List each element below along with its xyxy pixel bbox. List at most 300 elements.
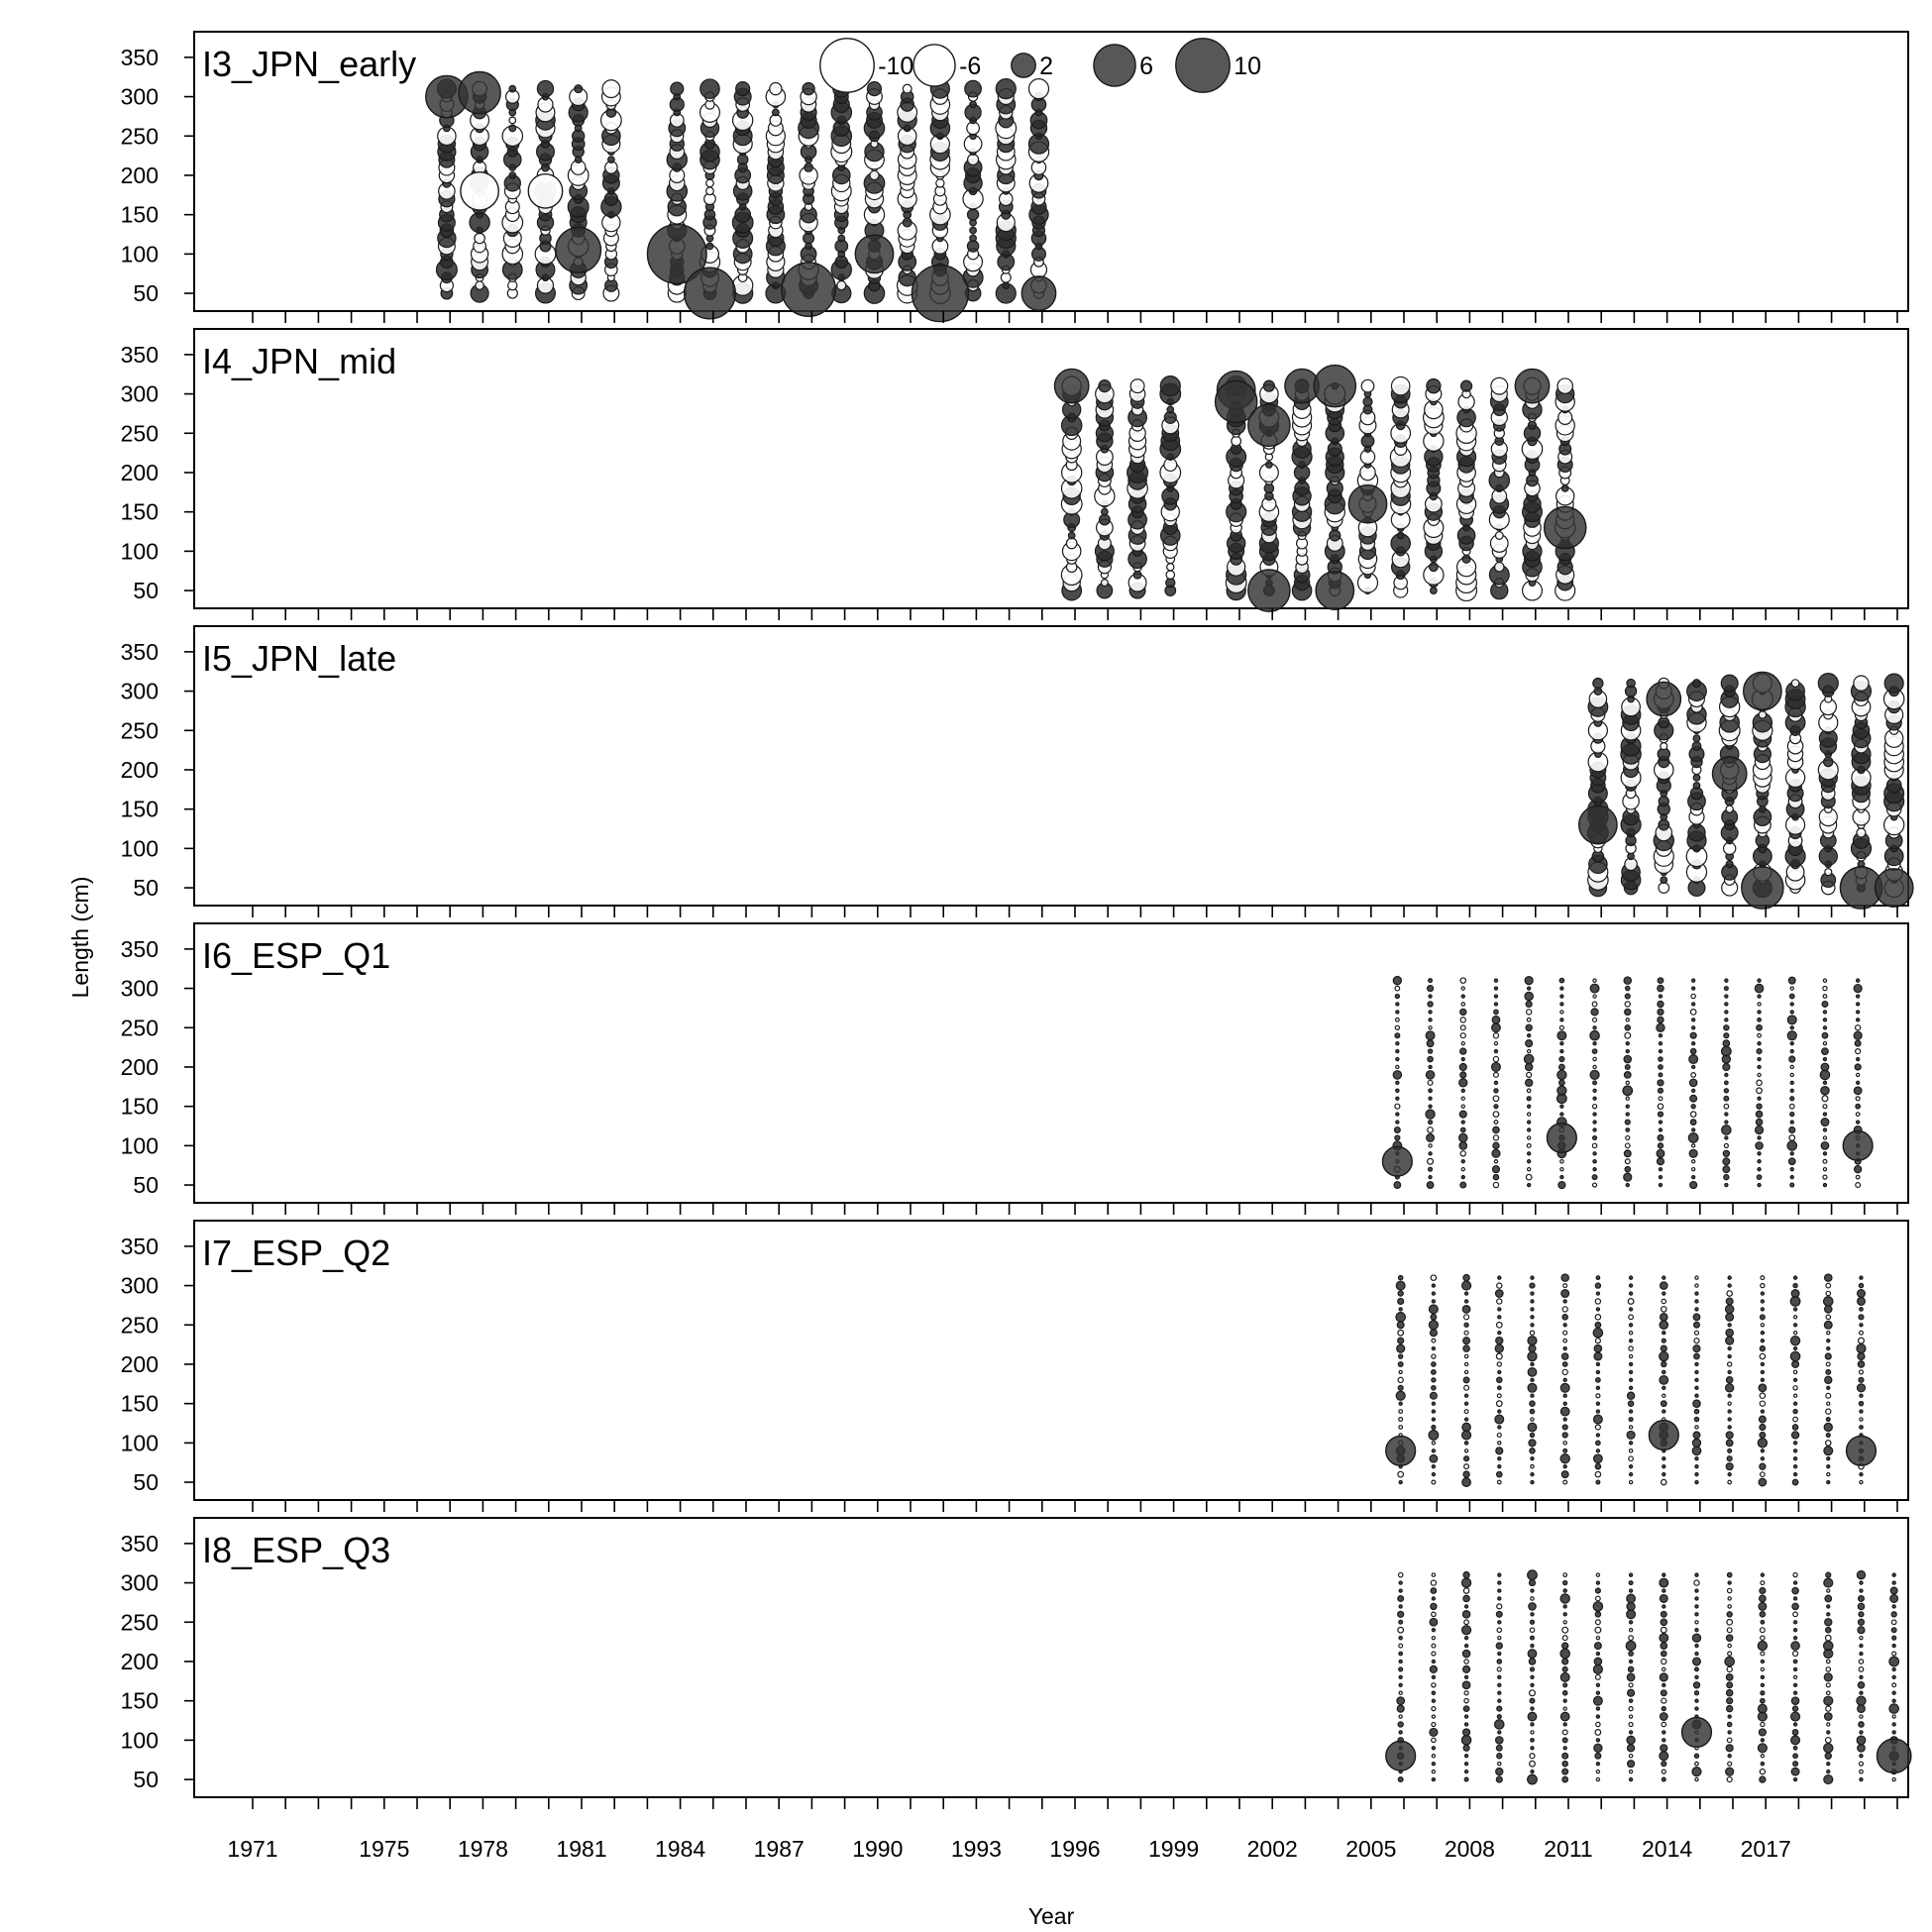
residual-bubble bbox=[1592, 1175, 1597, 1180]
residual-bubble bbox=[1492, 1023, 1501, 1032]
residual-bubble bbox=[1761, 1472, 1766, 1477]
residual-bubble bbox=[1858, 1361, 1864, 1367]
residual-bubble bbox=[1428, 1049, 1432, 1053]
residual-bubble bbox=[1727, 1722, 1731, 1726]
residual-bubble bbox=[1432, 1362, 1436, 1366]
residual-bubble bbox=[1761, 1581, 1765, 1585]
residual-bubble bbox=[1892, 1699, 1895, 1702]
residual-bubble bbox=[1429, 1144, 1432, 1147]
residual-bubble bbox=[1396, 1313, 1405, 1322]
residual-bubble bbox=[1460, 1072, 1466, 1078]
residual-bubble bbox=[1860, 1394, 1863, 1397]
residual-bubble bbox=[1166, 571, 1174, 579]
residual-bubble bbox=[1593, 1026, 1596, 1029]
residual-bubble bbox=[1858, 1353, 1865, 1360]
residual-bubble bbox=[1692, 1089, 1695, 1092]
y-tick-label: 350 bbox=[120, 1530, 159, 1556]
residual-bubble bbox=[1395, 986, 1400, 991]
residual-bubble bbox=[1726, 1440, 1733, 1447]
residual-bubble bbox=[1461, 1105, 1464, 1108]
residual-bubble bbox=[1596, 1362, 1599, 1365]
residual-bubble bbox=[1530, 1690, 1536, 1696]
residual-bubble bbox=[1695, 1308, 1698, 1311]
residual-bubble bbox=[1393, 1071, 1401, 1079]
residual-bubble bbox=[770, 83, 782, 95]
residual-bubble bbox=[1725, 1305, 1733, 1313]
residual-bubble bbox=[1562, 1666, 1567, 1671]
residual-bubble bbox=[1695, 1644, 1698, 1647]
residual-bubble bbox=[1460, 1025, 1465, 1030]
residual-bubble bbox=[1397, 532, 1404, 539]
residual-bubble bbox=[1758, 1183, 1761, 1186]
residual-bubble bbox=[1892, 1691, 1895, 1694]
residual-bubble bbox=[1101, 580, 1108, 587]
residual-bubble bbox=[1626, 1019, 1629, 1021]
residual-bubble bbox=[1531, 1597, 1534, 1600]
y-tick-label: 300 bbox=[120, 678, 159, 704]
residual-bubble bbox=[1761, 1378, 1764, 1381]
residual-bubble bbox=[1497, 1471, 1502, 1476]
residual-bubble bbox=[1661, 1745, 1667, 1752]
residual-bubble bbox=[1659, 797, 1668, 806]
y-tick-label: 200 bbox=[120, 459, 159, 485]
residual-bubble bbox=[737, 155, 747, 164]
residual-bubble bbox=[1827, 1465, 1830, 1468]
residual-bubble bbox=[1531, 1613, 1534, 1616]
residual-bubble bbox=[1761, 1308, 1764, 1311]
residual-bubble bbox=[1788, 1158, 1795, 1165]
residual-bubble bbox=[1857, 1571, 1865, 1579]
panels bbox=[121, 32, 1913, 1809]
residual-bubble bbox=[1760, 1353, 1765, 1358]
residual-bubble bbox=[1892, 1675, 1895, 1678]
residual-bubble bbox=[1791, 680, 1799, 688]
residual-bubble bbox=[1854, 1031, 1862, 1039]
residual-bubble bbox=[1663, 1683, 1665, 1686]
residual-bubble bbox=[1530, 1754, 1535, 1759]
residual-bubble bbox=[1860, 1410, 1863, 1413]
y-tick-label: 250 bbox=[120, 1312, 159, 1339]
residual-bubble bbox=[1823, 1183, 1826, 1186]
residual-bubble bbox=[1596, 1276, 1600, 1280]
residual-bubble bbox=[1728, 1354, 1731, 1357]
residual-bubble bbox=[1860, 1777, 1863, 1780]
residual-bubble-large bbox=[1875, 869, 1912, 907]
residual-bubble bbox=[803, 83, 814, 95]
residual-bubble bbox=[1463, 1665, 1470, 1672]
residual-bubble bbox=[1629, 1473, 1632, 1476]
residual-bubble bbox=[1759, 1602, 1767, 1610]
y-tick-label: 100 bbox=[120, 538, 159, 565]
residual-bubble bbox=[1689, 1079, 1696, 1086]
residual-bubble bbox=[1398, 1385, 1403, 1390]
residual-bubble bbox=[1628, 1299, 1634, 1305]
residual-bubble bbox=[1461, 1097, 1464, 1100]
residual-bubble bbox=[1462, 1423, 1470, 1431]
residual-bubble bbox=[1594, 1344, 1601, 1351]
residual-bubble bbox=[1498, 1699, 1501, 1702]
residual-bubble bbox=[1629, 1683, 1633, 1687]
residual-bubble bbox=[1495, 563, 1504, 572]
residual-bubble bbox=[1432, 1402, 1435, 1405]
residual-bubble bbox=[1860, 1426, 1864, 1430]
residual-bubble bbox=[1725, 1183, 1728, 1186]
y-tick-label: 200 bbox=[120, 161, 159, 188]
residual-bubble bbox=[1760, 1588, 1766, 1594]
residual-bubble bbox=[1727, 1612, 1732, 1617]
residual-bubble bbox=[1528, 1368, 1537, 1377]
x-tick-label: 1987 bbox=[753, 1836, 805, 1862]
residual-bubble bbox=[1724, 1089, 1728, 1093]
residual-bubble bbox=[1758, 1744, 1767, 1753]
residual-bubble bbox=[1859, 1722, 1864, 1727]
residual-bubble bbox=[1595, 1612, 1600, 1617]
residual-bubble bbox=[1823, 1152, 1826, 1155]
residual-bubble bbox=[1727, 1619, 1733, 1625]
residual-bubble bbox=[1396, 1049, 1399, 1052]
residual-bubble bbox=[1859, 1612, 1864, 1617]
residual-bubble bbox=[1793, 1777, 1796, 1780]
residual-bubble bbox=[1432, 1292, 1435, 1295]
residual-bubble bbox=[1629, 1456, 1634, 1461]
residual-bubble bbox=[1659, 1168, 1662, 1171]
residual-bubble bbox=[1890, 1595, 1898, 1603]
residual-bubble bbox=[1692, 1128, 1695, 1131]
residual-bubble bbox=[1823, 1026, 1826, 1029]
residual-bubble bbox=[1826, 1418, 1830, 1422]
residual-bubble bbox=[1432, 1418, 1435, 1421]
residual-bubble bbox=[1725, 979, 1728, 982]
residual-bubble bbox=[1596, 1386, 1599, 1389]
panel-frame bbox=[194, 923, 1908, 1203]
residual-bubble bbox=[1432, 1410, 1435, 1413]
residual-bubble bbox=[1399, 1731, 1402, 1734]
residual-bubble bbox=[1563, 1613, 1566, 1616]
residual-bubble bbox=[1462, 1478, 1471, 1487]
residual-bubble bbox=[1562, 1761, 1567, 1766]
residual-bubble bbox=[1498, 1426, 1501, 1429]
residual-bubble bbox=[1724, 1033, 1729, 1038]
residual-bubble bbox=[1658, 1088, 1663, 1093]
y-tick-label: 350 bbox=[120, 1233, 159, 1259]
residual-bubble bbox=[1429, 1019, 1432, 1021]
residual-bubble bbox=[1892, 1715, 1895, 1718]
residual-bubble bbox=[1660, 1752, 1668, 1761]
residual-bubble bbox=[1596, 1441, 1601, 1446]
residual-bubble bbox=[1398, 1572, 1402, 1576]
residual-bubble bbox=[1793, 1316, 1796, 1319]
residual-bubble bbox=[1694, 1417, 1698, 1421]
residual-bubble bbox=[1594, 1454, 1603, 1463]
residual-bubble bbox=[1659, 883, 1669, 894]
residual-bubble bbox=[1694, 1322, 1700, 1328]
residual-bubble bbox=[1727, 1456, 1732, 1461]
residual-bubble bbox=[1530, 1283, 1535, 1288]
residual-bubble bbox=[1464, 1644, 1467, 1647]
residual-bubble bbox=[1892, 1605, 1895, 1608]
residual-bubble bbox=[1723, 1166, 1730, 1173]
residual-bubble bbox=[1460, 1151, 1465, 1156]
legend-bubble bbox=[1012, 54, 1035, 77]
residual-bubble bbox=[1432, 1473, 1435, 1476]
residual-bubble bbox=[1562, 1730, 1567, 1735]
residual-bubble bbox=[1525, 992, 1533, 1000]
residual-bubble bbox=[1760, 1770, 1765, 1774]
residual-bubble bbox=[1693, 1432, 1700, 1439]
residual-bubble bbox=[1563, 1442, 1566, 1445]
residual-bubble bbox=[1758, 1168, 1761, 1171]
residual-bubble bbox=[1793, 1473, 1796, 1476]
residual-bubble bbox=[1432, 1354, 1436, 1358]
residual-bubble bbox=[1432, 1755, 1435, 1758]
residual-bubble bbox=[1624, 1150, 1631, 1157]
residual-bubble bbox=[1530, 1698, 1535, 1703]
residual-bubble bbox=[1561, 1290, 1569, 1298]
residual-bubble bbox=[1563, 1284, 1567, 1288]
residual-bubble bbox=[1626, 1113, 1629, 1116]
residual-bubble bbox=[1793, 1691, 1796, 1694]
panel-I5_JPN_late bbox=[121, 626, 1913, 917]
residual-bubble bbox=[1725, 1019, 1728, 1021]
residual-bubble bbox=[1823, 986, 1827, 990]
residual-bubble bbox=[1432, 1284, 1435, 1287]
residual-bubble bbox=[1824, 1297, 1833, 1306]
residual-bubble bbox=[1626, 1105, 1629, 1108]
residual-bubble bbox=[1432, 1644, 1436, 1648]
residual-bubble bbox=[1818, 674, 1838, 694]
residual-bubble bbox=[1629, 1699, 1632, 1702]
residual-bubble bbox=[1858, 1603, 1864, 1609]
residual-bubble bbox=[1562, 1433, 1567, 1438]
residual-bubble bbox=[1854, 1087, 1862, 1095]
residual-bubble bbox=[1432, 1747, 1435, 1750]
residual-bubble bbox=[1692, 1003, 1695, 1006]
residual-bubble bbox=[1531, 1731, 1534, 1734]
residual-bubble bbox=[1827, 1723, 1830, 1726]
residual-bubble bbox=[1857, 1121, 1860, 1124]
residual-bubble bbox=[870, 170, 879, 179]
residual-bubble bbox=[1431, 1603, 1437, 1609]
residual-bubble bbox=[967, 241, 978, 252]
residual-bubble bbox=[1825, 1376, 1832, 1383]
y-tick-label: 100 bbox=[120, 1430, 159, 1456]
residual-bubble bbox=[1659, 1176, 1662, 1179]
residual-bubble bbox=[1461, 1176, 1464, 1179]
residual-bubble bbox=[1757, 1049, 1762, 1054]
residual-bubble bbox=[1728, 1362, 1732, 1366]
residual-bubble bbox=[1793, 1637, 1796, 1640]
residual-bubble bbox=[1856, 1025, 1861, 1030]
residual-bubble bbox=[1761, 1660, 1764, 1663]
residual-bubble bbox=[1663, 1276, 1665, 1279]
residual-bubble bbox=[1560, 1003, 1563, 1006]
residual-bubble bbox=[1464, 1315, 1469, 1320]
residual-bubble bbox=[1663, 1410, 1665, 1413]
residual-bubble bbox=[1428, 1080, 1433, 1085]
residual-bubble bbox=[1790, 1121, 1793, 1124]
residual-bubble bbox=[1823, 1105, 1827, 1109]
residual-bubble bbox=[1432, 1378, 1436, 1382]
residual-bubble bbox=[1430, 1330, 1437, 1337]
residual-bubble bbox=[1827, 1589, 1830, 1592]
residual-bubble bbox=[1761, 1675, 1764, 1678]
residual-bubble bbox=[1462, 1681, 1470, 1689]
residual-bubble bbox=[1432, 1629, 1435, 1632]
residual-bubble bbox=[1858, 1682, 1864, 1688]
residual-bubble bbox=[1627, 1431, 1635, 1439]
residual-bubble bbox=[1728, 1324, 1731, 1327]
residual-bubble bbox=[1528, 1168, 1531, 1171]
residual-bubble bbox=[1793, 1573, 1797, 1577]
residual-bubble bbox=[1398, 1330, 1404, 1336]
residual-bubble bbox=[1398, 1298, 1404, 1304]
residual-bubble bbox=[1399, 1691, 1402, 1694]
residual-bubble bbox=[706, 187, 714, 195]
residual-bubble bbox=[1693, 1314, 1700, 1321]
panel-title: I8_ESP_Q3 bbox=[202, 1530, 391, 1570]
residual-bubble bbox=[1892, 1581, 1895, 1584]
residual-bubble bbox=[1562, 1691, 1566, 1695]
residual-bubble bbox=[1398, 1611, 1404, 1617]
y-tick-label: 100 bbox=[120, 1727, 159, 1754]
y-tick-label: 250 bbox=[120, 1609, 159, 1636]
residual-bubble bbox=[1826, 1362, 1830, 1366]
residual-bubble bbox=[1659, 1049, 1662, 1052]
residual-bubble bbox=[1892, 1644, 1895, 1647]
residual-bubble bbox=[1232, 436, 1241, 446]
residual-bubble bbox=[1560, 1049, 1563, 1052]
residual-bubble bbox=[1728, 1644, 1731, 1647]
residual-bubble bbox=[1464, 1777, 1468, 1781]
residual-bubble bbox=[1761, 1410, 1764, 1413]
residual-bubble bbox=[1793, 1457, 1796, 1460]
residual-bubble bbox=[1432, 1370, 1437, 1375]
residual-bubble bbox=[1760, 1628, 1765, 1633]
residual-bubble bbox=[1100, 514, 1111, 525]
residual-bubble bbox=[1461, 1160, 1464, 1163]
residual-bubble bbox=[1432, 1637, 1435, 1640]
residual-bubble bbox=[1662, 1762, 1666, 1767]
residual-bubble bbox=[1595, 1627, 1601, 1633]
residual-bubble bbox=[1492, 1166, 1499, 1173]
residual-bubble bbox=[1429, 1026, 1432, 1029]
residual-bubble bbox=[1761, 1691, 1765, 1695]
residual-bubble bbox=[1790, 1351, 1799, 1360]
residual-bubble bbox=[1761, 1739, 1764, 1742]
residual-bubble bbox=[1660, 1351, 1668, 1360]
residual-bubble bbox=[1596, 1402, 1599, 1405]
residual-bubble bbox=[1494, 1121, 1498, 1125]
residual-bubble bbox=[1760, 1463, 1766, 1469]
residual-bubble bbox=[1660, 1713, 1667, 1721]
residual-bubble bbox=[1463, 1274, 1469, 1280]
residual-bubble bbox=[1728, 1402, 1731, 1405]
residual-bubble bbox=[1891, 1628, 1896, 1633]
residual-bubble bbox=[1758, 1065, 1761, 1068]
residual-bubble bbox=[1560, 1454, 1569, 1463]
residual-bubble bbox=[1826, 1667, 1830, 1671]
residual-bubble bbox=[1728, 1652, 1732, 1656]
residual-bubble bbox=[1693, 1658, 1701, 1665]
residual-bubble bbox=[1725, 1121, 1728, 1124]
residual-bubble bbox=[1563, 1723, 1566, 1726]
panel-title: I6_ESP_Q1 bbox=[202, 935, 391, 976]
residual-bubble bbox=[1792, 1361, 1799, 1368]
residual-bubble bbox=[1464, 1723, 1467, 1726]
residual-bubble bbox=[1133, 571, 1141, 579]
residual-bubble bbox=[706, 179, 714, 187]
residual-bubble bbox=[1823, 1042, 1826, 1045]
residual-bubble bbox=[1860, 1675, 1863, 1678]
residual-bubble bbox=[1790, 1081, 1793, 1084]
residual-bubble bbox=[1787, 1141, 1796, 1150]
residual-bubble bbox=[1531, 1683, 1534, 1686]
residual-bubble bbox=[1758, 1073, 1761, 1076]
x-tick-label: 1984 bbox=[655, 1836, 706, 1862]
residual-bubble bbox=[1790, 1003, 1793, 1006]
residual-bubble bbox=[1826, 1660, 1830, 1664]
residual-bubble bbox=[1529, 1580, 1535, 1586]
residual-bubble bbox=[1496, 1353, 1502, 1359]
x-tick-label: 2008 bbox=[1444, 1836, 1495, 1862]
residual-bubble bbox=[1761, 1457, 1764, 1460]
residual-bubble bbox=[1789, 994, 1794, 999]
residual-bubble bbox=[1662, 1770, 1665, 1773]
residual-bubble bbox=[1528, 1712, 1537, 1721]
residual-bubble bbox=[1761, 1283, 1765, 1287]
residual-bubble bbox=[1462, 1650, 1469, 1657]
residual-bubble bbox=[1397, 1322, 1404, 1329]
residual-bubble bbox=[1531, 1636, 1535, 1640]
residual-bubble bbox=[1858, 1705, 1866, 1713]
residual-bubble bbox=[1827, 1457, 1830, 1460]
residual-bubble bbox=[838, 235, 845, 242]
residual-bubble bbox=[1858, 1290, 1866, 1298]
residual-bubble bbox=[1695, 1370, 1698, 1373]
residual-bubble bbox=[1761, 1652, 1765, 1656]
residual-bubble-large bbox=[912, 266, 968, 322]
residual-bubble bbox=[1432, 1425, 1436, 1429]
residual-bubble bbox=[1827, 1402, 1830, 1405]
residual-bubble bbox=[1756, 1111, 1762, 1117]
residual-bubble bbox=[1857, 979, 1860, 982]
residual-bubble bbox=[1560, 1011, 1563, 1014]
residual-bubble bbox=[1727, 1572, 1732, 1577]
residual-bubble bbox=[1396, 1097, 1399, 1100]
residual-bubble bbox=[1695, 1675, 1698, 1678]
residual-bubble bbox=[1595, 1425, 1600, 1430]
residual-bubble bbox=[1659, 1042, 1662, 1045]
residual-bubble bbox=[1429, 1176, 1432, 1179]
residual-bubble-large bbox=[528, 174, 562, 208]
residual-bubble bbox=[1399, 1605, 1402, 1608]
residual-bubble bbox=[1826, 1433, 1830, 1437]
residual-bubble bbox=[1726, 1745, 1733, 1752]
residual-bubble bbox=[1431, 1275, 1436, 1280]
y-tick-label: 250 bbox=[120, 420, 159, 447]
residual-bubble bbox=[1524, 1054, 1533, 1063]
y-tick-label: 300 bbox=[120, 83, 159, 110]
residual-bubble bbox=[1724, 1096, 1729, 1101]
y-tick-label: 50 bbox=[133, 1469, 159, 1496]
residual-bubble bbox=[1528, 1113, 1531, 1116]
residual-bubble bbox=[1793, 1667, 1796, 1670]
residual-bubble bbox=[1727, 1682, 1733, 1688]
residual-bubble bbox=[1528, 1337, 1537, 1345]
residual-bubble bbox=[1562, 1769, 1568, 1774]
residual-bubble bbox=[1497, 1628, 1501, 1632]
residual-bubble bbox=[1761, 1762, 1764, 1765]
